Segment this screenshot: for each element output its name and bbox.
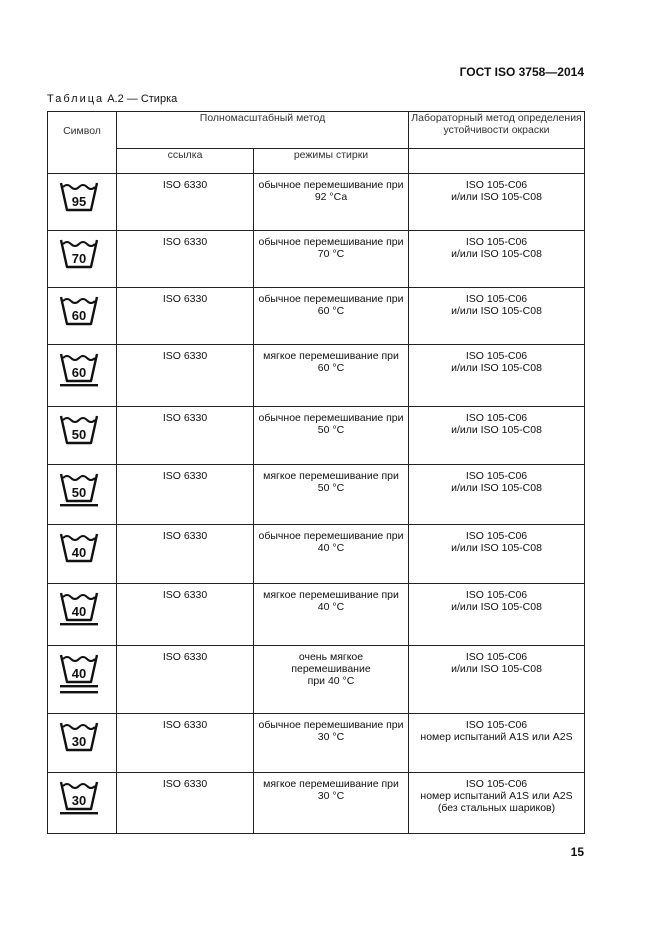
wash-mode-cell: обычное перемешивание при 30 °С — [254, 714, 409, 773]
lab-method-cell: ISO 105-C06 и/или ISO 105-C08 — [409, 174, 585, 231]
header-reference: ссылка — [117, 149, 254, 174]
reference-cell: ISO 6330 — [117, 407, 254, 465]
wash-temperature: 30 — [71, 793, 87, 808]
table-row — [48, 288, 585, 345]
wash-mode-cell: очень мягкое перемешивание при 40 °С — [254, 646, 409, 714]
reference-cell: ISO 6330 — [117, 345, 254, 407]
wash-temperature: 70 — [71, 251, 87, 266]
lab-method-cell: ISO 105-C06 номер испытаний A1S или A2S — [409, 714, 585, 773]
wash-temperature: 60 — [71, 365, 87, 380]
gentle-wash-bar — [60, 812, 98, 814]
reference-cell: ISO 6330 — [117, 525, 254, 584]
header-symbol: Символ — [48, 112, 117, 174]
symbol-cell — [48, 525, 117, 584]
lab-method-cell: ISO 105-C06 и/или ISO 105-C08 — [409, 646, 585, 714]
wash-tub-icon — [58, 649, 100, 697]
table-row — [48, 407, 585, 465]
gentle-wash-bar — [60, 685, 98, 687]
symbol-cell — [48, 231, 117, 288]
wash-mode-cell: мягкое перемешивание при 60 °С — [254, 345, 409, 407]
table-row — [48, 465, 585, 525]
wash-tub-icon — [58, 776, 100, 818]
reference-cell: ISO 6330 — [117, 584, 254, 646]
table-subheader-row — [48, 149, 585, 174]
table-caption-title: А.2 — Стирка — [104, 93, 178, 105]
symbol-cell — [48, 407, 117, 465]
wash-mode-cell: обычное перемешивание при 70 °С — [254, 231, 409, 288]
table-row — [48, 714, 585, 773]
reference-cell: ISO 6330 — [117, 714, 254, 773]
wash-temperature: 40 — [71, 604, 87, 619]
wash-tub-icon — [58, 468, 100, 510]
table-row — [48, 231, 585, 288]
header-lab-empty — [409, 149, 585, 174]
table-caption — [47, 93, 177, 105]
gentle-wash-bar — [60, 504, 98, 506]
wash-mode-cell: обычное перемешивание при 60 °С — [254, 288, 409, 345]
symbol-cell — [48, 584, 117, 646]
gentle-wash-bar — [60, 623, 98, 625]
symbol-cell — [48, 288, 117, 345]
table-row — [48, 345, 585, 407]
reference-cell: ISO 6330 — [117, 231, 254, 288]
symbol-cell — [48, 465, 117, 525]
wash-tub-icon — [58, 348, 100, 390]
wash-temperature: 50 — [71, 485, 87, 500]
wash-mode-cell: обычное перемешивание при 40 °С — [254, 525, 409, 584]
reference-cell: ISO 6330 — [117, 646, 254, 714]
wash-tub-icon — [58, 587, 100, 629]
symbol-cell — [48, 646, 117, 714]
wash-temperature: 40 — [71, 545, 87, 560]
wash-tub-icon — [58, 234, 100, 270]
wash-tub-icon — [58, 528, 100, 564]
wash-temperature: 30 — [71, 734, 87, 749]
gentle-wash-bar — [60, 384, 98, 386]
washing-table — [47, 111, 585, 834]
lab-method-cell: ISO 105-C06 и/или ISO 105-C08 — [409, 465, 585, 525]
header-lab-method — [409, 112, 585, 149]
table-caption-prefix: Таблица — [47, 93, 105, 105]
reference-cell: ISO 6330 — [117, 174, 254, 231]
table-row — [48, 584, 585, 646]
gentle-wash-bar — [60, 691, 98, 693]
document-code: ГОСТ ISO 3758—2014 — [459, 65, 584, 79]
symbol-cell — [48, 174, 117, 231]
wash-tub-icon — [58, 717, 100, 753]
reference-cell: ISO 6330 — [117, 773, 254, 834]
reference-cell: ISO 6330 — [117, 288, 254, 345]
wash-mode-cell: обычное перемешивание при 50 °С — [254, 407, 409, 465]
wash-temperature: 60 — [71, 308, 87, 323]
lab-method-cell: ISO 105-C06 и/или ISO 105-C08 — [409, 584, 585, 646]
lab-method-cell: ISO 105-C06 и/или ISO 105-C08 — [409, 231, 585, 288]
wash-tub-icon — [58, 291, 100, 327]
lab-method-cell: ISO 105-C06 и/или ISO 105-C08 — [409, 407, 585, 465]
lab-method-cell: ISO 105-C06 и/или ISO 105-C08 — [409, 288, 585, 345]
wash-tub-icon — [58, 177, 100, 213]
table-row — [48, 773, 585, 834]
header-full-scale: Полномасштабный метод — [117, 112, 409, 149]
lab-method-cell: ISO 105-C06 номер испытаний A1S или A2S (без стальных шариков) — [409, 773, 585, 834]
table-row — [48, 525, 585, 584]
wash-temperature: 95 — [71, 194, 87, 209]
symbol-cell — [48, 773, 117, 834]
wash-temperature: 50 — [71, 427, 87, 442]
symbol-cell — [48, 714, 117, 773]
reference-cell: ISO 6330 — [117, 465, 254, 525]
page-number: 15 — [570, 845, 584, 859]
wash-mode-cell: обычное перемешивание при 92 °Са — [254, 174, 409, 231]
wash-mode-cell: мягкое перемешивание при 40 °С — [254, 584, 409, 646]
lab-method-cell: ISO 105-C06 и/или ISO 105-C08 — [409, 525, 585, 584]
table-row — [48, 646, 585, 714]
wash-mode-cell: мягкое перемешивание при 50 °С — [254, 465, 409, 525]
lab-method-cell: ISO 105-C06 и/или ISO 105-C08 — [409, 345, 585, 407]
wash-tub-icon — [58, 410, 100, 446]
symbol-cell — [48, 345, 117, 407]
header-lab-method-line1: Лабораторный метод определения — [411, 112, 582, 124]
table-row — [48, 174, 585, 231]
table-header-row — [48, 112, 585, 149]
header-lab-method-line2: устойчивости окраски — [443, 124, 550, 136]
wash-temperature: 40 — [71, 666, 87, 681]
wash-mode-cell: мягкое перемешивание при 30 °С — [254, 773, 409, 834]
header-wash-modes: режимы стирки — [254, 149, 409, 174]
